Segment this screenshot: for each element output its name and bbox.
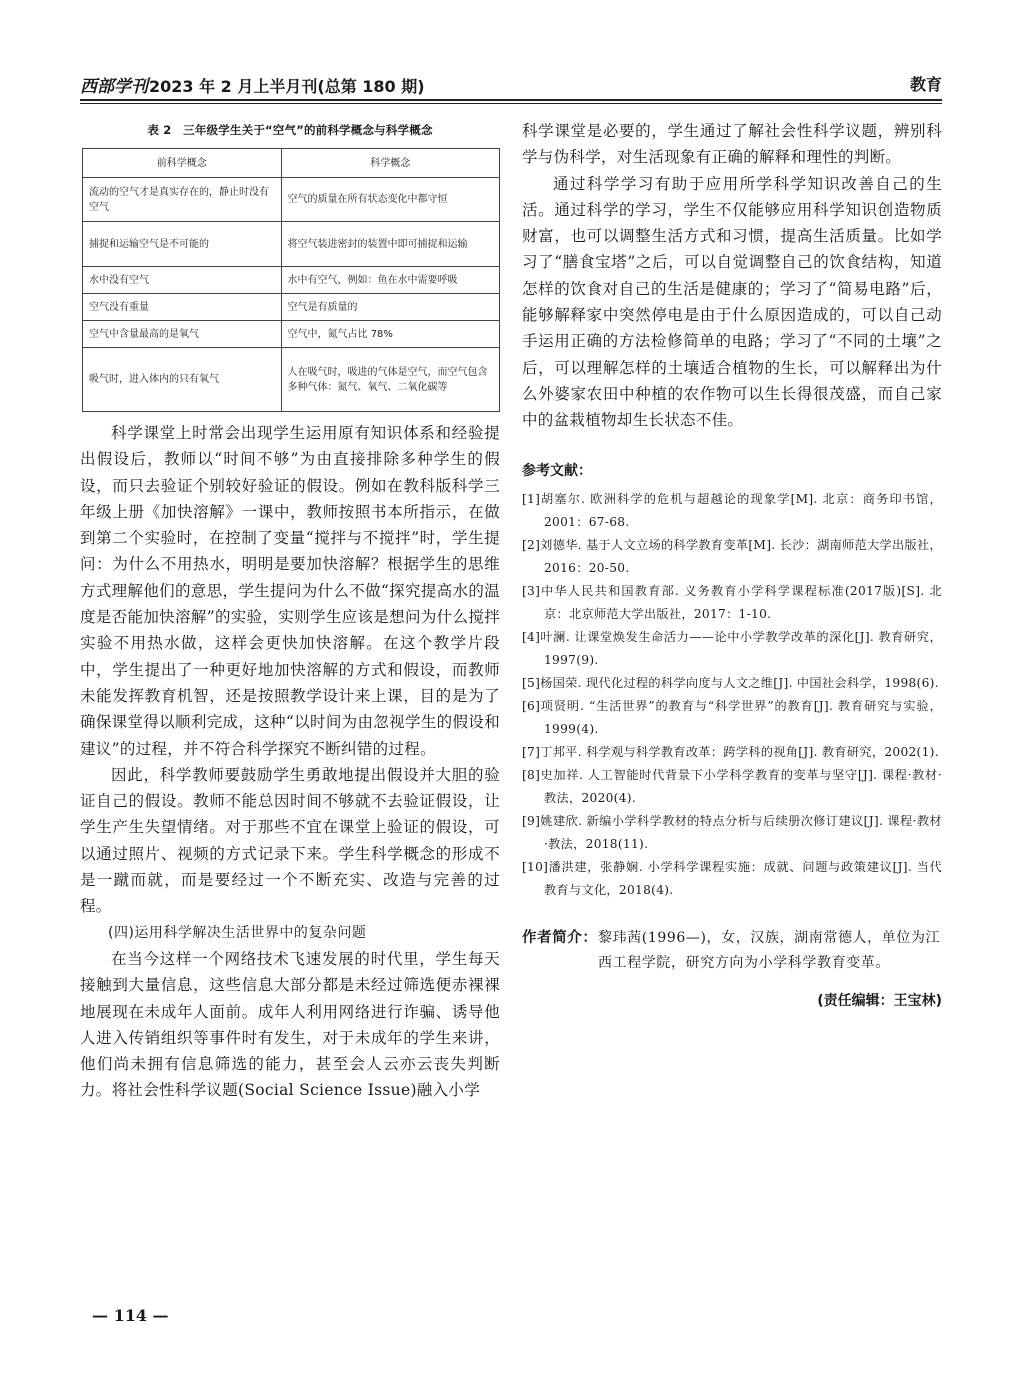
table-cell: 将空气装进密封的装置中即可捕捉和运输 xyxy=(281,222,499,267)
table-cell: 空气中含量最高的是氧气 xyxy=(83,321,282,348)
table-row xyxy=(83,348,500,412)
reference-item: [4]叶澜. 让课堂焕发生命活力——论中小学教学改革的深化[J]. 教育研究，1997(9). xyxy=(522,629,942,667)
reference-item: [8]史加祥. 人工智能时代背景下小学科学教育的变革与坚守[J]. 课程·教材·教法，2020(4). xyxy=(522,767,942,805)
journal-logo: 西部学刊 xyxy=(80,77,148,97)
body-paragraph: 科学课堂是必要的，学生通过了解社会性科学议题，辨别科学与伪科学，对生活现象有正确的解释和理性的判断。 xyxy=(522,122,942,167)
responsible-editor: (责任编辑：王宝林) xyxy=(817,992,942,1009)
table-cell: 流动的空气才是真实存在的，静止时没有空气 xyxy=(83,178,282,222)
reference-item: [1]胡塞尔. 欧洲科学的危机与超越论的现象学[M]. 北京：商务印书馆，2001：67-68. xyxy=(522,491,942,529)
table-cell: 空气没有重量 xyxy=(83,294,282,321)
table-header-row xyxy=(83,149,500,178)
issue-info: 2023 年 2 月上半月刊(总第 180 期) xyxy=(149,77,425,96)
section-label: 教育 xyxy=(909,75,942,94)
author-bio-label: 作者简介： xyxy=(522,929,598,946)
reference-item: [5]杨国荣. 现代化过程的科学向度与人文之维[J]. 中国社会科学，1998(6). xyxy=(522,675,939,690)
reference-item: [3]中华人民共和国教育部. 义务教育小学科学课程标准(2017版)[S]. 北京：北京师范大学出版社，2017：1-10. xyxy=(522,583,942,621)
table-cell: 人在吸气时，吸进的气体是空气，而空气包含多种气体：氮气、氧气、二氧化碳等 xyxy=(281,348,499,412)
left-column xyxy=(80,118,500,1104)
right-column xyxy=(522,118,942,1010)
reference-item: [6]项贤明. “生活世界”的教育与“科学世界”的教育[J]. 教育研究与实验，1999(4). xyxy=(522,698,942,736)
header-rule xyxy=(80,99,942,101)
table-row xyxy=(83,321,500,348)
table-row xyxy=(83,178,500,222)
concepts-table xyxy=(82,148,500,412)
table-cell: 空气中，氮气占比 78% xyxy=(281,321,499,348)
table-cell: 水中有空气，例如：鱼在水中需要呼吸 xyxy=(281,267,499,294)
references-heading: 参考文献： xyxy=(522,462,592,479)
reference-item: [10]潘洪建，张静娴. 小学科学课程实施：成就、问题与政策建议[J]. 当代教育与文化，2018(4). xyxy=(522,859,942,897)
table-cell: 空气的质量在所有状态变化中都守恒 xyxy=(281,178,499,222)
author-bio xyxy=(522,926,942,976)
reference-item: [7]丁邦平. 科学观与科学教育改革：跨学科的视角[J]. 教育研究，2002(1). xyxy=(522,744,939,759)
page-number: — 114 — xyxy=(92,1306,169,1325)
body-paragraph: 因此，科学教师要鼓励学生勇敢地提出假设并大胆的验证自己的假设。教师不能总因时间不够就不去验证假设，让学生产生失望情绪。对于那些不宜在课堂上验证的假设，可以通过照片、视频的方式记录下来。学生科学概念的形成不是一蹴而就，而是要经过一个不断充实、改造与完善的过程。 xyxy=(80,765,500,916)
page-header xyxy=(80,72,942,100)
reference-item: [9]姚建欣. 新编小学科学教材的特点分析与后续册次修订建议[J]. 课程·教材·教法，2018(11). xyxy=(522,813,942,851)
journal-issue xyxy=(80,72,425,97)
author-bio-text: 黎玮茜(1996—)，女，汉族，湖南常德人，单位为江西工程学院，研究方向为小学科学教育变革。 xyxy=(598,929,941,971)
table-cell: 捕捉和运输空气是不可能的 xyxy=(83,222,282,267)
body-paragraph: 在当今这样一个网络技术飞速发展的时代里，学生每天接触到大量信息，这些信息大部分都是未经过筛选便赤裸裸地展现在未成年人面前。成年人利用网络进行诈骗、诱导他人进入传销组织等事件时有发生，对于未成年的学生来讲，他们尚未拥有信息筛选的能力，甚至会人云亦云丧失判断力。将社会性科学议题(Social Science Issue)融入小学 xyxy=(80,949,500,1100)
table-header-cell: 前科学概念 xyxy=(83,149,282,178)
table-row xyxy=(83,294,500,321)
table-header-cell: 科学概念 xyxy=(281,149,499,178)
table-cell: 吸气时，进入体内的只有氧气 xyxy=(83,348,282,412)
body-paragraph: 通过科学学习有助于应用所学科学知识改善自己的生活。通过科学的学习，学生不仅能够应用科学知识创造物质财富，也可以调整生活方式和习惯，提高生活质量。比如学习了“膳食宝塔”之后，可以自觉调整自己的饮食结构，知道怎样的饮食对自己的生活是健康的；学习了“简易电路”后，能够解释家中突然停电是由于什么原因造成的，可以自己动手运用正确的方法检修简单的电路；学习了“不同的土壤”之后，可以理解怎样的土壤适合植物的生长，可以解释出为什么外婆家农田中种植的农作物可以生长得很茂盛，而自己家中的盆栽植物却生长状态不佳。 xyxy=(522,174,942,430)
table-cell: 空气是有质量的 xyxy=(281,294,499,321)
references-list xyxy=(522,488,942,902)
table-row xyxy=(83,267,500,294)
body-paragraph: 科学课堂上时常会出现学生运用原有知识体系和经验提出假设后，教师以“时间不够”为由直接排除多种学生的假设，而只去验证个别较好验证的假设。例如在教科版科学三年级上册《加快溶解》一课中，教师按照书本所指示，在做到第二个实验时，在控制了变量“搅拌与不搅拌”时，学生提问：为什么不用热水，明明是要加快溶解？根据学生的思维方式理解他们的意思，学生提问为什么不做“探究提高水的温度是否能加快溶解”的实验，实则学生应该是想问为什么搅拌实验不用热水做，这样会更快加快溶解。在这个教学片段中，学生提出了一种更好地加快溶解的方式和假设，而教师未能发挥教育机智，还是按照教学设计来上课，目的是为了确保课堂得以顺利完成，这种“以时间为由忽视学生的假设和建议”的过程，并不符合科学探究不断纠错的过程。 xyxy=(80,424,500,758)
header-rule-thin xyxy=(80,103,942,104)
reference-item: [2]刘德华. 基于人文立场的科学教育变革[M]. 长沙：湖南师范大学出版社，2016：20-50. xyxy=(522,537,942,575)
section-subheading: (四)运用科学解决生活世界中的复杂问题 xyxy=(108,924,367,941)
table-cell: 水中没有空气 xyxy=(83,267,282,294)
table-caption: 表 2 三年级学生关于“空气”的前科学概念与科学概念 xyxy=(147,123,433,137)
table-row xyxy=(83,222,500,267)
